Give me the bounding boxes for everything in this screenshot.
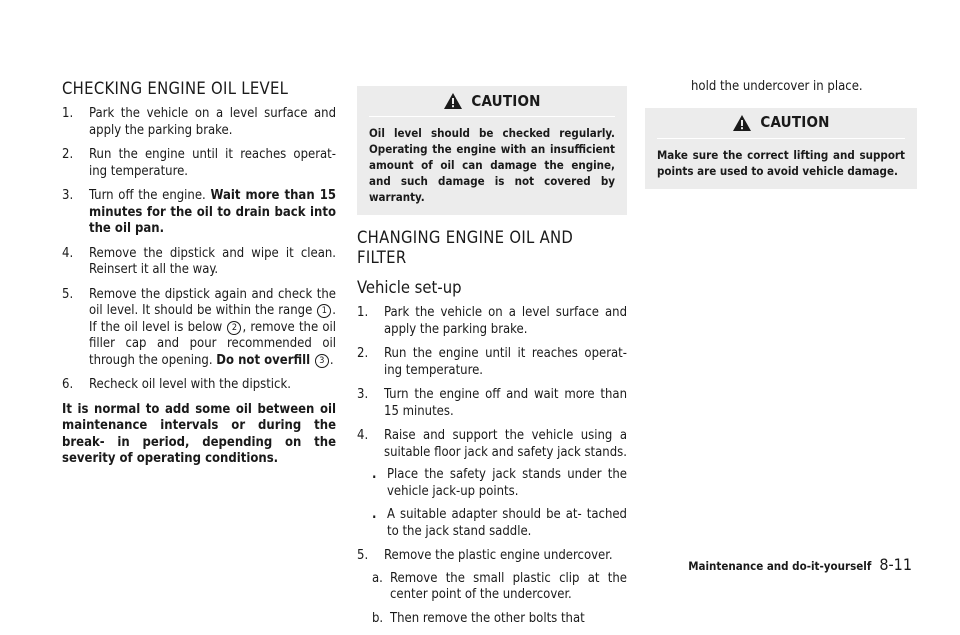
continued-text: hold the undercover in place. — [691, 79, 863, 94]
vehicle-setup-steps — [357, 305, 627, 627]
bullet-dot-icon: . — [372, 467, 377, 482]
subsection-title-vehicle-setup: Vehicle set-up — [357, 278, 462, 297]
caution-text: Make sure the correct lifting and support points are used to avoid vehicle damage. — [657, 138, 905, 179]
substep-item: a. Remove the small plastic clip at the center point of the undercover. — [372, 570, 627, 602]
oil-note: It is normal to add some oil between oil maintenance intervals or during the break- in period, depending on the severity of operating conditions. — [62, 401, 336, 466]
substep-item: b. Then remove the other bolts that — [372, 610, 585, 626]
column-middle — [357, 0, 627, 635]
bullet-item: . Place the safety jack stands under the vehicle jack-up points. — [372, 467, 627, 499]
list-item: 3. Turn off the engine. Wait more than 15 minutes for the oil to drain back into the oil pan. — [62, 188, 337, 236]
bullet-item: . A suitable adapter should be at- tached to the jack stand saddle. — [372, 507, 627, 539]
column-left — [62, 0, 336, 468]
warning-triangle-icon — [443, 92, 463, 110]
jack-stand-bullets — [357, 467, 627, 540]
list-item: 3. Turn the engine off and wait more than 15 minutes. — [357, 387, 627, 419]
caution-header — [369, 86, 615, 116]
bullet-dot-icon: . — [372, 507, 377, 522]
list-item: 6. Recheck oil level with the dipstick. — [62, 377, 291, 392]
list-item: 1. Park the vehicle on a level surface and apply the parking brake. — [357, 305, 627, 337]
caution-text: Oil level should be checked regularly. Operating the engine with an insufficient amount of oil can damage the engine, and such damage is not covered by warranty. — [369, 116, 615, 205]
section-title-checking-oil: CHECKING ENGINE OIL LEVEL — [62, 79, 289, 98]
callout-3-icon: 3 — [315, 354, 329, 368]
page-footer — [688, 557, 912, 575]
callout-1-icon: 1 — [317, 304, 331, 318]
caution-box-lifting — [645, 108, 917, 189]
section-title-changing-oil: CHANGING ENGINE OIL AND FILTER — [357, 228, 574, 267]
column-right — [645, 0, 917, 189]
list-item: 5. Remove the plastic engine undercover. a. Remove the small plastic clip at the center point of the undercover. b. Then remove the other bolts that — [357, 548, 627, 626]
list-item: 4. Remove the dipstick and wipe it clean. Reinsert it all the way. — [62, 245, 336, 277]
list-item: 2. Run the engine until it reaches operat- ing temperature. — [357, 346, 627, 378]
chapter-title: Maintenance and do-it-yourself — [688, 559, 872, 573]
caution-title: CAUTION — [471, 91, 541, 110]
caution-box-oil-level — [357, 86, 627, 215]
warning-triangle-icon — [732, 114, 752, 132]
page-number: 8-11 — [879, 555, 912, 574]
undercover-substeps — [357, 571, 627, 628]
oil-check-steps — [62, 106, 336, 394]
list-item: 1. Park the vehicle on a level surface and apply the parking brake. — [62, 106, 336, 138]
list-item: 2. Run the engine until it reaches operat- ing temperature. — [62, 147, 336, 179]
caution-title: CAUTION — [760, 113, 830, 132]
callout-2-icon: 2 — [227, 321, 241, 335]
list-item: 4. Raise and support the vehicle using a suitable floor jack and safety jack stands. . Place the safety jack stands under the vehicle jack-up points. . A suitable adapter should be at- tached to the jack stand saddle. — [357, 428, 627, 539]
list-item: 5. Remove the dipstick again and check the oil level. It should be within the range 1 . If the oil level is below 2 , remove the oil filler cap and pour recommended oil through the opening. Do not overfill 3 . — [62, 286, 337, 368]
caution-header — [657, 108, 905, 138]
